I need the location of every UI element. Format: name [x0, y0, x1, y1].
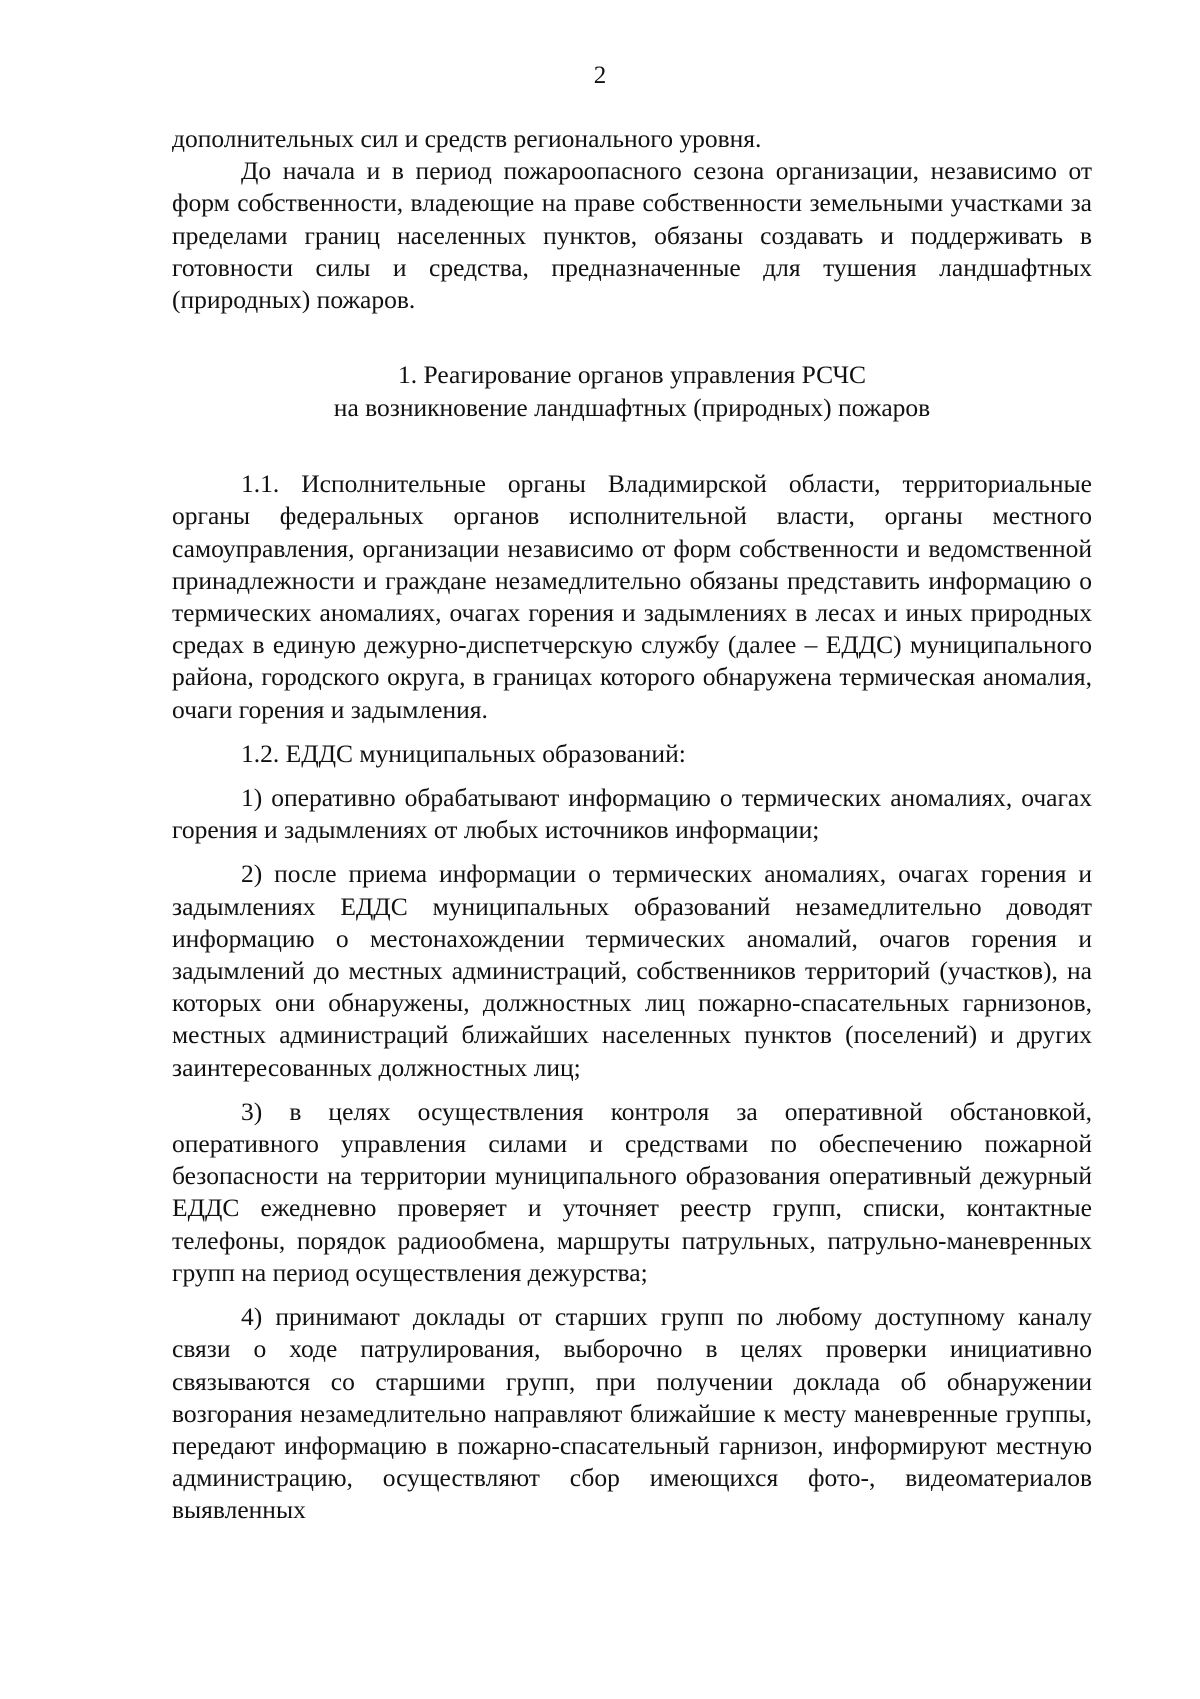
page-number: 2 — [593, 62, 607, 89]
list-item-1: 1) оперативно обрабатывают информацию о термических аномалиях, очагах горения и задымлениях от любых источников информации; — [172, 783, 1092, 845]
paragraph-1-2: 1.2. ЕДДС муниципальных образований: — [241, 738, 686, 768]
paragraph-fire-season: До начала и в период пожароопасного сезона организации, независимо от форм собственности, владеющие на праве собственности земельными участками за пределами границ населенных пунктов, обязаны создавать и поддерживать в готовности силы и средства, предназначенные для тушения ландшафтных (природных) пожаров. — [172, 156, 1092, 315]
list-item-2: 2) после приема информации о термических аномалиях, очагах горения и задымлениях ЕДДС муниципальных образований незамедлительно доводят информацию о местонахождении термических аномалий, очагов горения и задымлений до местных администраций, собственников территорий (участков), на которых они обнаружены, должностных лиц пожарно-спасательных гарнизонов, местных администраций ближайших населенных пунктов (поселений) и других заинтересованных должностных лиц; — [172, 859, 1092, 1082]
paragraph-1-1: 1.1. Исполнительные органы Владимирской области, территориальные органы федеральных органов исполнительной власти, органы местного самоуправления, организации независимо от форм собственности и ведомственной принадлежности и граждане незамедлительно обязаны представить информацию о термических аномалиях, очагах горения и задымлениях в лесах и иных природных средах в единую дежурно-диспетчерскую службу (далее – ЕДДС) муниципального района, городского округа, в границах которого обнаружена термическая аномалия, очаги горения и задымления. — [172, 469, 1092, 724]
intro-line: дополнительных сил и средств регионального уровня. — [172, 124, 762, 153]
section-title-line-2: на возникновение ландшафтных (природных) пожаров — [333, 392, 931, 422]
section-title-line-1: 1. Реагирование органов управления РСЧС — [397, 360, 867, 390]
list-item-4: 4) принимают доклады от старших групп по любому доступному каналу связи о ходе патрулирования, выборочно в целях проверки инициативно связываются со старшими групп, при получении доклада об обнаружении возгорания незамедлительно направляют ближайшие к месту маневренные группы, передают информацию в пожарно-спасательный гарнизон, информируют местную администрацию, осуществляют сбор имеющихся фото-, видеоматериалов выявленных — [172, 1302, 1092, 1525]
document-body — [172, 123, 1092, 1527]
list-item-3: 3) в целях осуществления контроля за оперативной обстановкой, оперативного управления силами и средствами по обеспечению пожарной безопасности на территории муниципального образования оперативный дежурный ЕДДС ежедневно проверяет и уточняет реестр групп, списки, контактные телефоны, порядок радиообмена, маршруты патрульных, патрульно-маневренных групп на период осуществления дежурства; — [172, 1096, 1092, 1287]
section-title — [172, 359, 1092, 424]
